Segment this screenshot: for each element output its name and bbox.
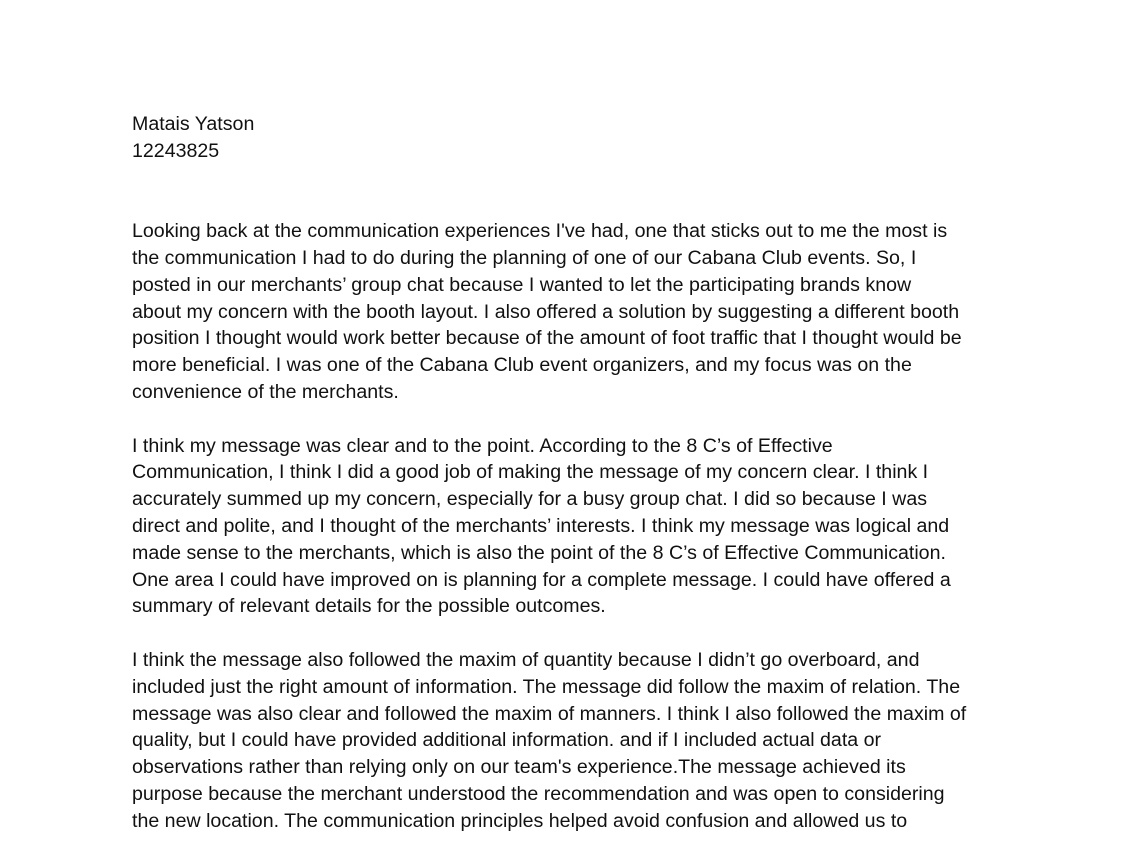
paragraph-1: [132, 218, 1012, 406]
spacer: [132, 165, 1012, 219]
paragraph-line: convenience of the merchants.: [132, 380, 399, 403]
paragraph-line: summary of relevant details for the possible outcomes.: [132, 595, 606, 618]
spacer: [132, 406, 1012, 433]
paragraph-line: the communication I had to do during the planning of one of our Cabana Club events. So, I: [132, 246, 917, 269]
student-id: 12243825: [132, 139, 220, 162]
paragraph-3: [132, 647, 1012, 835]
paragraph-line: One area I could have improved on is planning for a complete message. I could have offered a: [132, 568, 951, 591]
paragraph-line: Looking back at the communication experiences I've had, one that sticks out to me the most is: [132, 220, 948, 243]
paragraph-line: more beneficial. I was one of the Cabana Club event organizers, and my focus was on the: [132, 354, 912, 377]
paragraph-line: message was also clear and followed the maxim of manners. I think I also followed the maxim of: [132, 702, 967, 725]
paragraph-line: purpose because the merchant understood the recommendation and was open to considering: [132, 782, 945, 805]
paragraph-line: made sense to the merchants, which is also the point of the 8 C’s of Effective Communication.: [132, 541, 946, 564]
spacer: [132, 620, 1012, 647]
paragraph-2: [132, 433, 1012, 621]
paragraph-line: quality, but I could have provided additional information. and if I included actual data or: [132, 729, 882, 752]
paragraph-line: I think my message was clear and to the point. According to the 8 C’s of Effective: [132, 434, 833, 457]
document-body: [132, 111, 1012, 835]
paragraph-line: posted in our merchants’ group chat because I wanted to let the participating brands know: [132, 273, 912, 296]
paragraph-line: direct and polite, and I thought of the merchants’ interests. I think my message was logical and: [132, 514, 950, 537]
paragraph-line: Communication, I think I did a good job of making the message of my concern clear. I think I: [132, 461, 929, 484]
author-name: Matais Yatson: [132, 113, 255, 135]
paragraph-line: about my concern with the booth layout. I also offered a solution by suggesting a different booth: [132, 300, 960, 323]
paragraph-line: the new location. The communication principles helped avoid confusion and allowed us to: [132, 809, 908, 832]
document-header: [132, 111, 1012, 165]
paragraph-line: position I thought would work better because of the amount of foot traffic that I thought would be: [132, 327, 962, 350]
paragraph-line: included just the right amount of information. The message did follow the maxim of relation. The: [132, 675, 961, 698]
paragraph-line: accurately summed up my concern, especially for a busy group chat. I did so because I was: [132, 488, 928, 511]
paragraph-line: observations rather than relying only on our team's experience.The message achieved its: [132, 756, 906, 779]
paragraph-line: I think the message also followed the maxim of quantity because I didn’t go overboard, and: [132, 648, 920, 671]
